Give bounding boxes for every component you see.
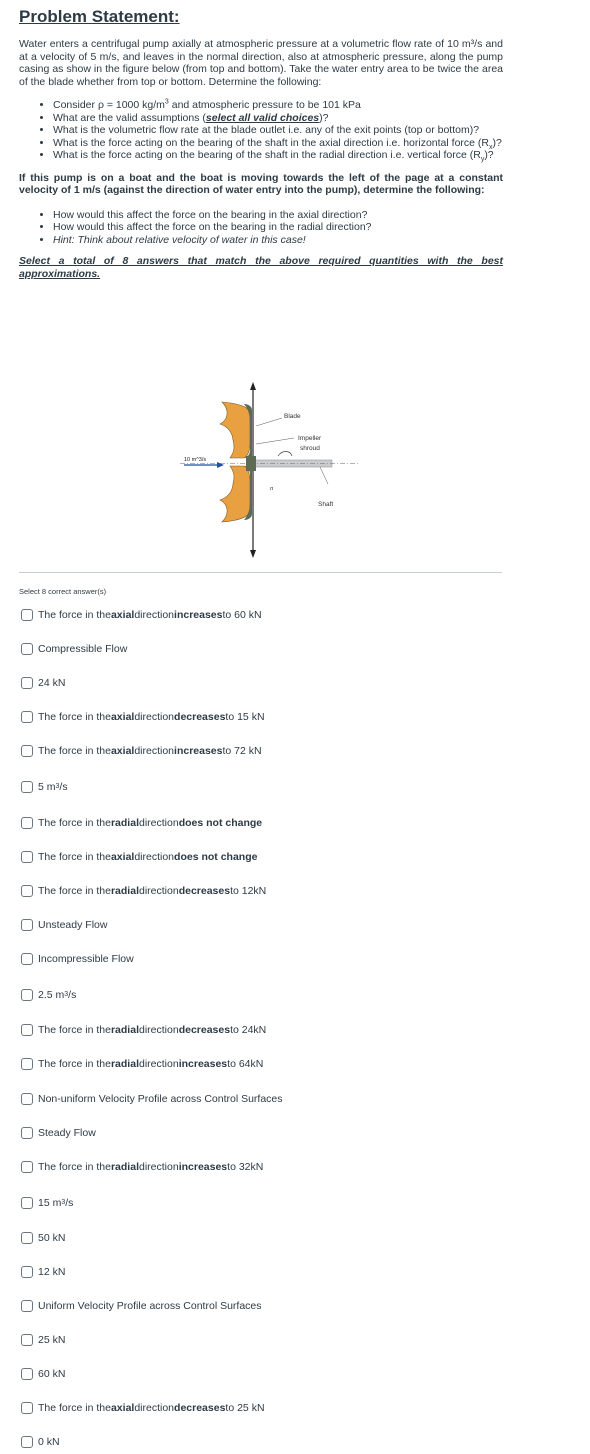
checkbox[interactable] — [21, 643, 33, 655]
checkbox[interactable] — [21, 885, 33, 897]
boat-paragraph: If this pump is on a boat and the boat is moving towards the left of the page at a constant velocity of 1 m/s (against the direction of water entry into the pump), determine the following: — [19, 171, 503, 196]
impeller-label: Impeller — [298, 435, 322, 442]
answer-option[interactable]: Compressible Flow — [21, 640, 127, 658]
checkbox[interactable] — [21, 989, 33, 1001]
checkbox[interactable] — [21, 1368, 33, 1380]
checkbox[interactable] — [21, 1436, 33, 1448]
problem-content — [19, 6, 503, 280]
top-blade — [220, 402, 250, 458]
checkbox[interactable] — [21, 1161, 33, 1173]
checkbox[interactable] — [21, 919, 33, 931]
list-item: • Hint: Think about relative velocity of water in this case! — [53, 234, 503, 247]
checkbox[interactable] — [21, 711, 33, 723]
boat-question-list — [19, 209, 503, 247]
list-item: • How would this affect the force on the bearing in the radial direction? — [53, 221, 503, 234]
page-title: Problem Statement: — [19, 7, 180, 26]
pump-diagram — [160, 380, 360, 560]
answer-option[interactable]: 60 kN — [21, 1365, 65, 1383]
answer-option[interactable]: Unsteady Flow — [21, 916, 107, 934]
answer-option[interactable]: 12 kN — [21, 1263, 65, 1281]
n-label: n — [270, 485, 274, 492]
checkbox[interactable] — [21, 1334, 33, 1346]
blade-label: Blade — [284, 413, 301, 420]
checkbox[interactable] — [21, 1300, 33, 1312]
checkbox[interactable] — [21, 1024, 33, 1036]
checkbox[interactable] — [21, 1093, 33, 1105]
answer-option[interactable]: 5 m 3 /s — [21, 778, 68, 796]
list-item: • What is the force acting on the bearing of the shaft in the radial direction i.e. vertical force $(R_y)$? — [53, 149, 503, 162]
checkbox[interactable] — [21, 1266, 33, 1278]
checkbox[interactable] — [21, 677, 33, 689]
select-instruction: Select a total of 8 answers that match the above required quantities with the best approximations. — [19, 255, 503, 280]
flow-label: 10 m^3/s — [184, 457, 207, 463]
pump-figure — [160, 380, 360, 560]
answer-option[interactable]: The force in the axial direction increases to 72 kN — [21, 742, 262, 760]
bottom-blade — [220, 466, 250, 522]
checkbox[interactable] — [21, 851, 33, 863]
answer-option[interactable]: 25 kN — [21, 1331, 65, 1349]
checkbox[interactable] — [21, 1058, 33, 1070]
shaft-label: Shaft — [318, 501, 334, 508]
intro-paragraph: Water enters a centrifugal pump axially at atmospheric pressure at a volumetric flow rate of 10 m³/s and at a velocity of 5 m/s, and leaves in the normal direction, also at atmospheric pressure, along the pump casing as show in the figure below (from top and bottom). Take the water entry area to be twice the area of the blade whether from top or bottom. Determine the following: — [19, 38, 503, 88]
answer-option[interactable]: The force in the axial direction does not change — [21, 848, 257, 866]
impeller-leader-line — [256, 438, 294, 444]
flow-arrow-icon — [217, 462, 224, 468]
answer-option[interactable]: The force in the axial direction decreases to 25 kN — [21, 1399, 265, 1417]
arrow-down-icon — [250, 550, 256, 558]
checkbox[interactable] — [21, 745, 33, 757]
checkbox[interactable] — [21, 781, 33, 793]
answer-option[interactable]: The force in the radial direction decreases to 24kN — [21, 1021, 266, 1039]
answer-option[interactable]: 0 kN — [21, 1433, 60, 1451]
answer-option[interactable]: Steady Flow — [21, 1124, 96, 1142]
list-item: • What is the volumetric flow rate at the blade outlet i.e. any of the exit points (top or bottom)? — [53, 124, 503, 137]
answer-option[interactable]: 15 m 3 /s — [21, 1194, 73, 1212]
answer-option[interactable]: 50 kN — [21, 1229, 65, 1247]
checkbox[interactable] — [21, 1232, 33, 1244]
answer-option[interactable]: 24 kN — [21, 674, 65, 692]
answer-option[interactable]: The force in the radial direction does not change — [21, 814, 262, 832]
answer-option[interactable]: The force in the axial direction increases to 60 kN — [21, 606, 262, 624]
answer-option[interactable]: Non-uniform Velocity Profile across Control Surfaces — [21, 1090, 283, 1108]
list-item: • What is the force acting on the bearing of the shaft in the axial direction i.e. horizontal force $(R_x)$? — [53, 137, 503, 150]
list-item: • What are the valid assumptions (select all valid choices)? — [53, 112, 503, 125]
question-list — [19, 99, 503, 162]
answer-option[interactable]: 2.5 m 3 /s — [21, 986, 76, 1004]
checkbox[interactable] — [21, 1197, 33, 1209]
hub — [246, 456, 256, 471]
answer-option[interactable]: The force in the radial direction increases to 64kN — [21, 1055, 263, 1073]
checkbox[interactable] — [21, 817, 33, 829]
shaft-leader-line — [320, 467, 328, 484]
select-hint: Select 8 correct answer(s) — [19, 587, 107, 596]
answer-option[interactable]: The force in the axial direction decreases to 15 kN — [21, 708, 265, 726]
rotation-arrow-icon — [278, 452, 292, 457]
checkbox[interactable] — [21, 953, 33, 965]
list-item: • Consider ρ = 1000 $kg/m^3$ and atmospheric pressure to be 101 kPa — [53, 99, 503, 112]
answer-option[interactable]: Incompressible Flow — [21, 950, 134, 968]
answer-option[interactable]: The force in the radial direction increases to 32kN — [21, 1158, 263, 1176]
list-item: • How would this affect the force on the bearing in the axial direction? — [53, 209, 503, 222]
blade-leader-line — [256, 418, 282, 426]
checkbox[interactable] — [21, 609, 33, 621]
answer-option[interactable]: Uniform Velocity Profile across Control Surfaces — [21, 1297, 262, 1315]
divider — [19, 572, 502, 573]
answer-option[interactable]: The force in the radial direction decreases to 12kN — [21, 882, 266, 900]
checkbox[interactable] — [21, 1127, 33, 1139]
checkbox[interactable] — [21, 1402, 33, 1414]
shroud-label: shroud — [300, 445, 320, 452]
arrow-up-icon — [250, 382, 256, 390]
